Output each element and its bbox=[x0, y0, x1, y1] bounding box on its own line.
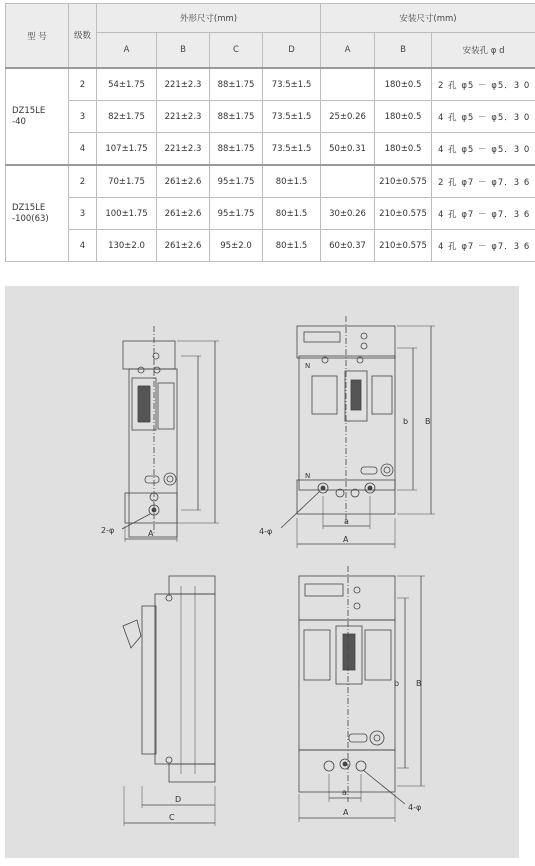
front-view-2pole bbox=[122, 326, 219, 542]
outer-a-cell: 54±1.75 bbox=[97, 68, 157, 101]
poles-cell: 3 bbox=[69, 101, 97, 133]
mounting-hole-icon bbox=[356, 761, 366, 771]
outer-a-cell: 100±1.75 bbox=[97, 198, 157, 230]
leader-line bbox=[363, 770, 405, 804]
label-dim-b-lower: b bbox=[394, 679, 400, 688]
side-bottom-terminal bbox=[169, 764, 215, 782]
side-top-terminal bbox=[169, 576, 215, 594]
test-button bbox=[349, 734, 367, 742]
table-row bbox=[6, 101, 535, 133]
label-dim-a: A bbox=[343, 808, 349, 817]
table-row bbox=[6, 68, 535, 101]
bottom-terminal-cover bbox=[299, 750, 395, 792]
outer-a-cell: 107±1.75 bbox=[97, 133, 157, 166]
pole-window bbox=[312, 376, 337, 414]
label-dim-a: A bbox=[343, 535, 349, 544]
label-dim-b-upper: B bbox=[416, 679, 422, 688]
install-a-cell bbox=[321, 68, 375, 101]
header-install-group: 安装尺寸(mm) bbox=[321, 4, 535, 33]
top-terminal-cover bbox=[299, 576, 395, 620]
hole-cell: 4 孔 φ5 － φ5．3 0 bbox=[432, 101, 535, 133]
table-row bbox=[6, 165, 535, 198]
operating-handle bbox=[351, 380, 361, 410]
label-four-phi: 4-φ bbox=[259, 527, 273, 536]
terminal-screw-icon bbox=[361, 333, 367, 339]
hole-cell: 2 孔 φ5 － φ5．3 0 bbox=[432, 68, 535, 101]
technical-drawings bbox=[5, 286, 519, 858]
header-install-b: B bbox=[375, 33, 432, 69]
install-a-cell: 50±0.31 bbox=[321, 133, 375, 166]
side-view bbox=[123, 576, 215, 826]
outer-c-cell: 88±1.75 bbox=[210, 133, 263, 166]
header-install-hole: 安装孔 φ d bbox=[432, 33, 535, 69]
test-button bbox=[145, 476, 159, 483]
header-install-a: A bbox=[321, 33, 375, 69]
install-b-cell: 210±0.575 bbox=[375, 165, 432, 198]
outer-b-cell: 221±2.3 bbox=[157, 68, 210, 101]
header-poles: 级数 bbox=[69, 4, 97, 69]
install-b-cell: 210±0.575 bbox=[375, 198, 432, 230]
outer-b-cell: 261±2.6 bbox=[157, 198, 210, 230]
header-outer-d: D bbox=[263, 33, 321, 69]
outer-d-cell: 73.5±1.5 bbox=[263, 101, 321, 133]
pole-window bbox=[304, 630, 330, 680]
mounting-hole-icon bbox=[368, 486, 372, 490]
header-outer-b: B bbox=[157, 33, 210, 69]
indicator-knob bbox=[381, 464, 393, 476]
indicator-knob bbox=[374, 735, 380, 741]
label-dim-b-lower: b bbox=[403, 417, 409, 426]
header-model: 型 号 bbox=[6, 4, 69, 69]
pole-window bbox=[365, 630, 391, 680]
install-b-cell: 180±0.5 bbox=[375, 133, 432, 166]
terminal-screw-icon bbox=[354, 587, 360, 593]
indicator-knob bbox=[370, 731, 384, 745]
leader-line bbox=[122, 514, 150, 529]
pole-window bbox=[372, 376, 392, 414]
terminal-screw-icon bbox=[138, 367, 144, 373]
side-mounting-plate bbox=[142, 606, 156, 754]
side-handle bbox=[123, 620, 141, 648]
label-dim-c: C bbox=[169, 813, 175, 822]
label-dim-a-small: a bbox=[342, 788, 347, 797]
spec-table bbox=[5, 3, 535, 262]
operating-handle bbox=[343, 634, 355, 670]
nameplate bbox=[305, 584, 343, 596]
terminal-screw-icon bbox=[361, 343, 367, 349]
install-a-cell: 25±0.26 bbox=[321, 101, 375, 133]
install-a-cell: 60±0.37 bbox=[321, 230, 375, 262]
label-dim-a: A bbox=[148, 529, 154, 538]
front-label-window bbox=[158, 383, 174, 429]
poles-cell: 2 bbox=[69, 68, 97, 101]
outer-d-cell: 80±1.5 bbox=[263, 198, 321, 230]
hole-cell: 2 孔 φ7 － φ7．3 6 bbox=[432, 165, 535, 198]
front-view-4pole-100 bbox=[299, 566, 425, 822]
table-row bbox=[6, 230, 535, 262]
label-dim-d: D bbox=[175, 795, 182, 804]
install-b-cell: 180±0.5 bbox=[375, 101, 432, 133]
terminal-screw-icon bbox=[354, 603, 360, 609]
terminal-screw-icon bbox=[166, 757, 172, 763]
outer-d-cell: 73.5±1.5 bbox=[263, 68, 321, 101]
mounting-hole-icon bbox=[343, 762, 347, 766]
drawing-panel bbox=[5, 286, 519, 858]
outer-c-cell: 95±1.75 bbox=[210, 165, 263, 198]
label-neutral: N bbox=[305, 362, 311, 370]
header-outer-a: A bbox=[97, 33, 157, 69]
leader-line bbox=[281, 492, 319, 528]
install-b-cell: 210±0.575 bbox=[375, 230, 432, 262]
outer-c-cell: 88±1.75 bbox=[210, 68, 263, 101]
install-a-cell: 30±0.26 bbox=[321, 198, 375, 230]
operating-handle bbox=[138, 386, 150, 422]
terminal-screw-icon bbox=[154, 367, 160, 373]
bottom-terminal-cover bbox=[125, 493, 177, 523]
outer-d-cell: 73.5±1.5 bbox=[263, 133, 321, 166]
indicator-knob bbox=[384, 467, 390, 473]
table-row bbox=[6, 198, 535, 230]
test-button bbox=[361, 467, 377, 474]
label-two-phi: 2-φ bbox=[101, 526, 115, 535]
label-dim-b-upper: B bbox=[425, 417, 431, 426]
outer-b-cell: 261±2.6 bbox=[157, 165, 210, 198]
outer-a-cell: 82±1.75 bbox=[97, 101, 157, 133]
hole-cell: 4 孔 φ5 － φ5．3 0 bbox=[432, 133, 535, 166]
outer-c-cell: 88±1.75 bbox=[210, 101, 263, 133]
outer-d-cell: 80±1.5 bbox=[263, 165, 321, 198]
side-body bbox=[155, 594, 215, 764]
hole-cell: 4 孔 φ7 － φ7．3 6 bbox=[432, 230, 535, 262]
mounting-hole-icon bbox=[321, 486, 325, 490]
outer-c-cell: 95±2.0 bbox=[210, 230, 263, 262]
install-b-cell: 180±0.5 bbox=[375, 68, 432, 101]
nameplate bbox=[304, 332, 340, 342]
poles-cell: 3 bbox=[69, 198, 97, 230]
poles-cell: 4 bbox=[69, 230, 97, 262]
header-outer-c: C bbox=[210, 33, 263, 69]
table-row bbox=[6, 133, 535, 166]
front-view-4pole-40 bbox=[281, 316, 435, 548]
install-a-cell bbox=[321, 165, 375, 198]
hole-cell: 4 孔 φ7 － φ7．3 6 bbox=[432, 198, 535, 230]
label-four-phi: 4-φ bbox=[408, 803, 422, 812]
indicator-knob bbox=[164, 473, 176, 485]
model-cell: DZ15LE -100(63) bbox=[6, 165, 69, 262]
top-terminal-cover bbox=[123, 341, 175, 369]
outer-a-cell: 70±1.75 bbox=[97, 165, 157, 198]
label-dim-a-small: a bbox=[344, 517, 349, 526]
outer-c-cell: 95±1.75 bbox=[210, 198, 263, 230]
terminal-screw-icon bbox=[166, 595, 172, 601]
poles-cell: 2 bbox=[69, 165, 97, 198]
header-outer-group: 外形尺寸(mm) bbox=[97, 4, 321, 33]
model-cell: DZ15LE -40 bbox=[6, 68, 69, 165]
outer-b-cell: 261±2.6 bbox=[157, 230, 210, 262]
outer-b-cell: 221±2.3 bbox=[157, 101, 210, 133]
outer-b-cell: 221±2.3 bbox=[157, 133, 210, 166]
indicator-knob bbox=[167, 476, 173, 482]
label-neutral: N bbox=[305, 472, 311, 480]
outer-a-cell: 130±2.0 bbox=[97, 230, 157, 262]
mounting-hole-icon bbox=[324, 761, 334, 771]
poles-cell: 4 bbox=[69, 133, 97, 166]
outer-d-cell: 80±1.5 bbox=[263, 230, 321, 262]
